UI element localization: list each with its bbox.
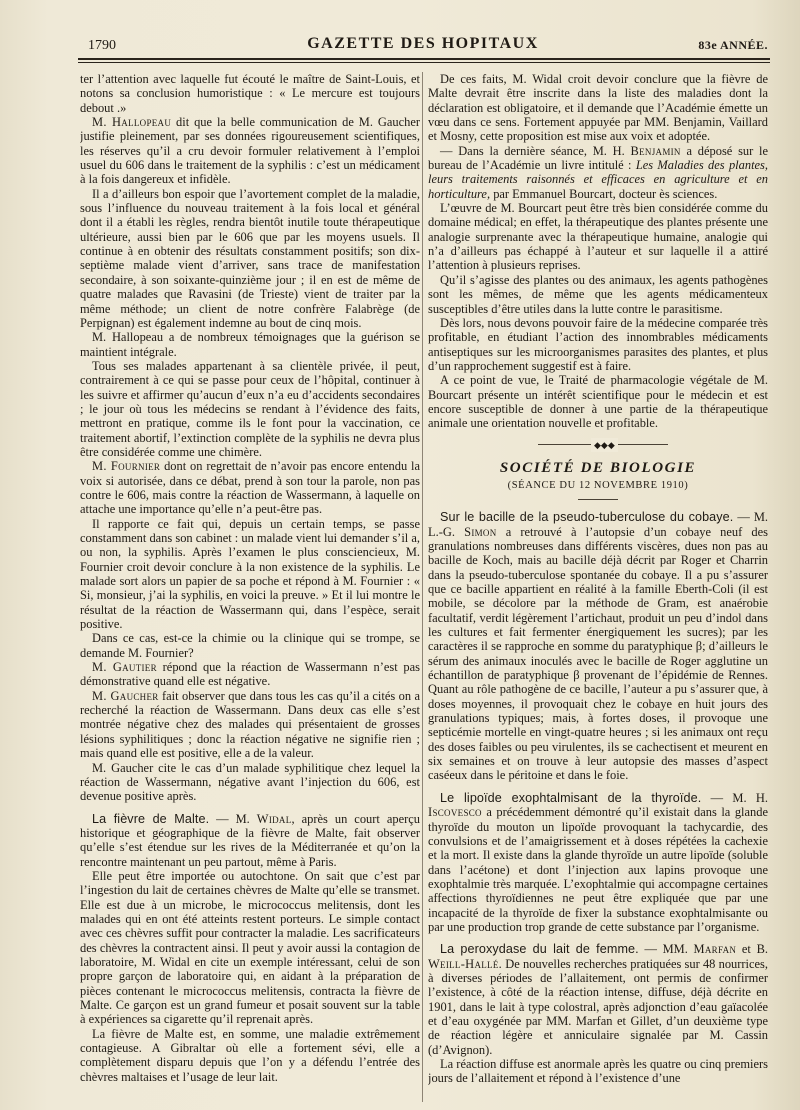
paragraph-text: et B. [736, 942, 768, 957]
paragraph: L’œuvre de M. Bourcart peut être très bien considérée comme du domaine médical; en effet, la thérapeutique des plantes présente une analogie surprenante avec la thérapeutique humaine, analogie qui n’a d’ailleurs pas échappé à l’auteur et sur laquelle il a attiré l’attention à plusieurs reprises. [428, 201, 768, 273]
paragraph-text: a déposé sur le bureau de l’Académie un livre intitulé : [428, 143, 768, 173]
section-rule [578, 499, 618, 500]
paragraph: Il a d’ailleurs bon espoir que l’avortement complet de la maladie, sous l’influence du nouveau traitement à la fois local et général dont il a établi les règles, rendra bientôt inutile toute thérapeutique ultérieure, aussi bien par le 606 que par les moyens usuels. Il continue à en obtenir des résultats constamment positifs; son dix-septième malade vient d’arriver, sans trace de manifestation secondaire, à son soixante-quinzième jour ; il en est de même de quatre malades que Ravasini (de Trieste) vient de traiter par la même méthode; un client de notre confrère Falabrège (de Perpignan) est également indemne au bout de cinq mois. [80, 186, 420, 330]
section-ornament [428, 437, 768, 451]
volume-year: 83e ANNÉE. [698, 38, 768, 52]
paragraph [428, 791, 768, 934]
paragraph: Dans ce cas, est-ce la chimie ou la clinique qui se trompe, se demande M. Fournier? [80, 631, 420, 660]
paragraph-text: a retrouvé à l’autopsie d’un cobaye neuf des granulations nombreuses dans différents viscères, dues non pas au bacille de Koch, mais au bacille déjà décrit par Roger et Charrin dans la pseudo-tuberculose spontanée du cobaye. Il a pu s’assurer que ce bacille appartient en réalité à la famille Eberth-Coli (il est mobile, se décolore par la méthode de Gram, est anaérobie facultatif, verdit légèrement l’artichaut, produit un peu d’indol dans les cultures et fait fermenter énergiquement les sucres); par les caractères il se rapproche en somme du paratyphique β; d’ailleurs le sérum des animaux inoculés avec le bacille de Roger agglutine un échantillon de paratyphique β provenant de l’épidémie de Rennes. Quant au rôle pathogène de ce bacille, l’auteur a pu s’assurer que, à doses moyennes, il provoquait chez le cobaye en huit jours des granulations typiques; mais, à fortes doses, il provoque une septicémie mortelle en vingt-quatre heures ; si les animaux ont reçu des doses faibles ou peu virulentes, ils se cachectisent et meurent en six semaines et on trouve à leur autopsie des masses d’aspect caséeux dans le péritoine et dans le foie. [428, 524, 768, 783]
page-header [78, 34, 768, 56]
paragraph [428, 510, 768, 783]
paragraph-text: dit que la belle communication de M. Gaucher justifie pleinement, par ses données rigoureusement scientifiques, les réserves qu’il a cru devoir formuler relativement à l’emploi usuel du 606 dans le traitement de la syphilis : c’est un médicament à la fois dangereux et infidèle. [80, 115, 420, 187]
speaker-name: Benjamin [630, 143, 681, 158]
paragraph: La réaction diffuse est anormale après les quatre ou cinq premiers jours de l’allaitement et répond à l’existence d’une [428, 1057, 768, 1086]
paragraph-text: fait observer que dans tous les cas qu’il a cités on a recherché la réaction de Wassermann. Dans deux cas elle s’est montrée négative chez des malades qui présentaient de grosses lésions syphilitiques ; donc la réaction négative ne signifie rien ; mais quand elle est positive, elle a de la valeur. [80, 688, 420, 761]
paragraph: A ce point de vue, le Traité de pharmacologie végétale de M. Bourcart présente un intérêt scientifique pour le médecin et est encore susceptible de donner à une partie de la thérapeutique animale une orientation nouvelle et profitable. [428, 373, 768, 431]
paragraph-text: a précédemment démontré qu’il existait dans la glande thyroïde du mouton un lipoïde provoquant la tachycardie, des convulsions et de l’amaigrissement et à doses répétées la cachexie et la mort. Il existe dans la glande thyroïde un autre lipoïde (soluble dans l’acétone) et dont l’injection aux lapins provoque une exophtalmie très marquée. L’exophtalmie qui accompagne certaines affections thyroïdiennes ne peut être expliquée que par une incapacité de la thyroïde de fixer la substance exophtalmisante ou par une production trop grande de cette substance par l’organisme. [428, 805, 768, 934]
paragraph [80, 660, 420, 689]
paragraph: ter l’attention avec laquelle fut écouté le maître de Saint-Louis, et notons sa conclusion humoristique : « Le mercure est toujours debout .» [80, 72, 420, 115]
section-date: (SÉANCE DU 12 NOVEMBRE 1910) [507, 479, 689, 491]
article-heading: La fièvre de Malte. [92, 811, 210, 826]
header-rule-thin [78, 62, 770, 63]
paragraph [80, 689, 420, 761]
paragraph-text: dont on regrettait de n’avoir pas encore entendu la voix si autorisée, dans ce débat, prend à son tour la parole, non pas contre le 606, mais contre la réaction de Wassermann, à laquelle on attache une importance qu’elle n’a peut-être pas. [80, 459, 420, 517]
article-heading: Sur le bacille de la pseudo-tuberculose du cobaye. [440, 510, 734, 525]
spacer [428, 783, 768, 791]
paragraph: Tous ses malades appartenant à sa clientèle privée, il peut, contrairement à ce qui se passe pour ceux de l’hôpital, continuer à les suivre et affirmer qu’aucun d’eux n’a eu d’accidents secondaires ; le jour où tous les médecins se rendant à l’évidence des faits, mettront en pratique, comme ils le font pour la vaccination, ce traitement abortif, l’extinction complète de la syphilis ne devra plus être considérée comme une chimère. [80, 358, 420, 459]
ornament-mark: ◆◆◆ [591, 438, 618, 452]
speaker-name: Marfan [693, 942, 737, 957]
spacer [428, 934, 768, 942]
paragraph-text: De nouvelles recherches pratiquées sur 48 nourrices, à diverses périodes de l’allaitement, ont permis de confirmer l’existence, à côté de la réaction intense, diffuse, déjà décrite en 1901, dans le lait à type colostral, après adjonction d’eau gaïacolée et d’eau oxygénée par MM. Marfan et Gillet, d’un deuxième type de réaction légère et anniculaire signalée par M. Cassin (d’Avignon). [428, 956, 768, 1057]
heading-dash: — M. H. [701, 790, 768, 805]
paragraph: Elle peut être importée ou autochtone. On sait que c’est par l’ingestion du lait de certaines chèvres de Malte qu’elle se transmet. Elle est due à un microbe, le micrococcus melitensis, dont les malades qui en ont été atteints restent porteurs. Le simple contact avec ces chèvres suffit pour contracter la maladie. Les sacrificateurs des chèvres la contractent ainsi. Il peut y avoir aussi la contagion de laboratoire, M. Widal en cite un exemple intéressant, celui de son propre garçon de laboratoire qui, en aidant à la préparation de pièces contenant le micrococcus melitensis, contracta la fièvre de Malte. Ce garçon est un grand fumeur et posait souvent sur la table à expériences sa cigarette qu’il reprenait après. [80, 868, 420, 1027]
paragraph: Qu’il s’agisse des plantes ou des animaux, les agents pathogènes sont les mêmes, de même que les agents médicamenteux susceptibles d’être utiles dans la lutte contre le parasitisme. [428, 272, 768, 316]
speaker-name: Weill-Hallé. [428, 956, 503, 971]
left-column [80, 72, 420, 1102]
heading-dash: — M. [209, 811, 257, 826]
speaker-name: Widal [256, 811, 292, 826]
article-heading: La peroxydase du lait de femme. [440, 942, 639, 957]
paragraph-text: — Dans la dernière séance, M. H. [440, 143, 631, 158]
paragraph: M. Gaucher cite le cas d’un malade syphilitique chez lequel la réaction de Wassermann, négative avant l’injection du 606, est devenue positive après. [80, 760, 420, 804]
paragraph [80, 459, 420, 516]
section-title: SOCIÉTÉ DE BIOLOGIE [499, 459, 697, 476]
column-divider [422, 72, 423, 1102]
paragraph [428, 144, 768, 201]
paragraph: De ces faits, M. Widal croit devoir conclure que la fièvre de Malte devrait être inscrite dans la liste des maladies dont la déclaration est obligatoire, et il demande que l’Académie émette un vœu dans ce sens. Fortement appuyée par MM. Benjamin, Vaillard et Mosny, cette proposition est mise aux voix et adoptée. [428, 72, 768, 144]
heading-dash: — M. L.-G. [428, 510, 768, 539]
paragraph: Dès lors, nous devons pouvoir faire de la médecine comparée très profitable, en étudiant l’action des innombrables médicaments antiseptiques sur les microorganismes parasites des plantes, et plus d’un rapprochement suggestif est à faire. [428, 315, 768, 373]
paragraph: La fièvre de Malte est, en somme, une maladie extrêmement contagieuse. A Gibraltar où elle a fortement sévi, elle a complètement disparu depuis que l’on y a défendu l’entrée des chèvres maltaises et l’usage de leur lait. [80, 1026, 420, 1084]
speaker-name: M. Gaucher [92, 688, 159, 703]
speaker-name: M. Gautier [92, 660, 157, 675]
article-heading: Le lipoïde exophtalmisant de la thyroïde. [440, 790, 702, 805]
paragraph [80, 812, 420, 869]
page-number: 1790 [88, 38, 116, 53]
right-column [428, 72, 768, 1102]
speaker-name: Iscovesco [428, 805, 482, 820]
speaker-name: Simon [464, 524, 497, 539]
speaker-name: M. Fournier [92, 459, 161, 474]
journal-title: GAZETTE DES HOPITAUX [307, 35, 539, 52]
speaker-name: M. Hallopeau [92, 115, 172, 130]
paragraph [80, 115, 420, 187]
paragraph [428, 942, 768, 1057]
header-rule-thick [78, 58, 770, 60]
paragraph-text: répond que la réaction de Wassermann n’est pas démonstrative quand elle est négative. [80, 660, 420, 689]
paragraph-text: , après un court aperçu historique et géographique de la fièvre de Malte, fait observer qu’elle s’est étendue sur les rives de la Méditerranée et qu’on la rencontre maintenant un peu partout, même à Paris. [80, 811, 420, 869]
paragraph: M. Hallopeau a de nombreux témoignages que la guérison se maintient intégrale. [80, 330, 420, 359]
paragraph-text: par Emmanuel Bourcart, docteur ès sciences. [490, 186, 718, 201]
paragraph: Il rapporte ce fait qui, depuis un certain temps, se passe constamment dans son cabinet : un malade vient lui demander s’il a, ou non, la syphilis. Après l’examen le plus consciencieux, M. Fournier croit devoir conclure à la non existence de la syphilis. Le malade sort alors un papier de sa poche et répond à M. Fournier : « Si, monsieur, j’ai la syphilis, en voici la preuve. » Et il lui montre le résultat de la réaction de Wassermann qui, dans l’espèce, serait positive. [80, 516, 420, 632]
book-title: Les Maladies des plantes, leurs traitements raisonnés et efficaces en agriculture et en horticulture, [428, 158, 768, 201]
spacer [80, 804, 420, 812]
heading-dash: — MM. [638, 942, 694, 957]
